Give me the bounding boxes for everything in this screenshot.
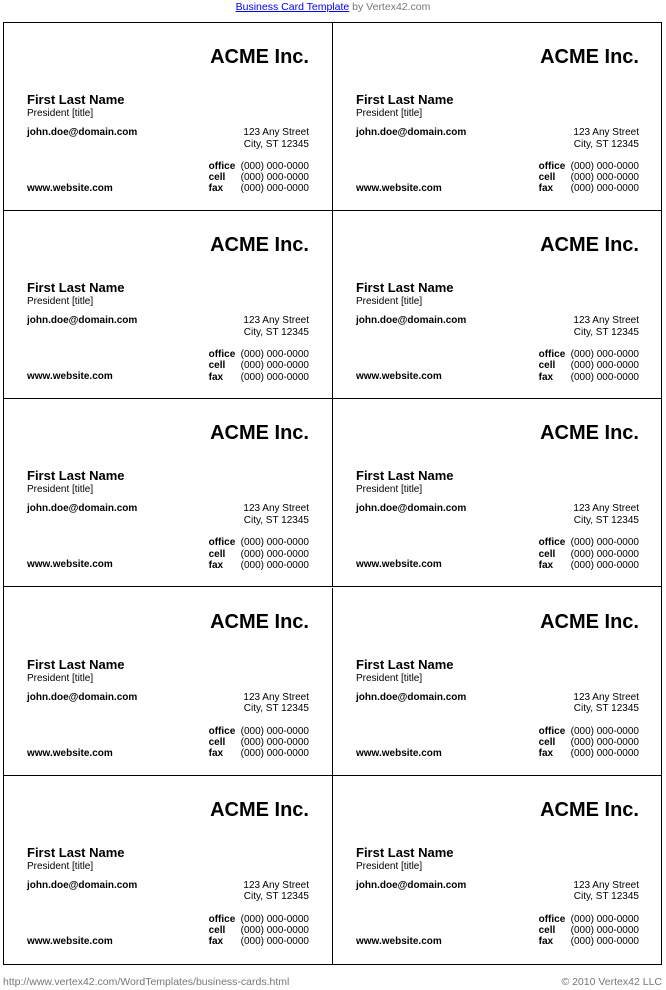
phone-number: (000) 000-0000 xyxy=(240,548,309,560)
website-url: www.website.com xyxy=(27,747,113,759)
phone-number: (000) 000-0000 xyxy=(570,736,639,748)
postal-address xyxy=(573,692,639,715)
phone-row-cell xyxy=(209,172,309,183)
phone-list xyxy=(209,161,309,195)
phone-row-office xyxy=(539,914,639,925)
phone-number: (000) 000-0000 xyxy=(240,161,309,172)
address-line1: 123 Any Street xyxy=(573,503,639,515)
phone-number: (000) 000-0000 xyxy=(240,371,309,383)
phone-list xyxy=(539,161,639,195)
phone-number: (000) 000-0000 xyxy=(570,349,639,361)
person-name: First Last Name xyxy=(356,92,454,107)
person-title: President [title] xyxy=(27,860,94,872)
phone-number: (000) 000-0000 xyxy=(570,725,639,737)
email-address: john.doe@domain.com xyxy=(27,315,138,327)
phone-list xyxy=(209,726,309,760)
phone-label: office xyxy=(208,537,236,549)
business-card xyxy=(333,399,662,587)
phone-number: (000) 000-0000 xyxy=(240,360,309,372)
phone-list xyxy=(209,349,309,383)
company-name: ACME Inc. xyxy=(540,46,639,68)
phone-row-fax xyxy=(209,183,309,194)
phone-number: (000) 000-0000 xyxy=(570,183,639,195)
person-title: President [title] xyxy=(27,296,94,308)
phone-label: cell xyxy=(538,548,556,560)
email-address: john.doe@domain.com xyxy=(356,315,467,327)
phone-label: fax xyxy=(538,559,554,571)
address-line1: 123 Any Street xyxy=(573,127,639,138)
phone-label: cell xyxy=(538,925,556,936)
phone-row-fax xyxy=(539,560,639,571)
company-name: ACME Inc. xyxy=(540,610,639,633)
header-byline: by Vertex42.com xyxy=(349,1,431,13)
postal-address xyxy=(243,503,309,526)
phone-number: (000) 000-0000 xyxy=(570,748,639,759)
person-name: First Last Name xyxy=(27,92,125,107)
phone-number: (000) 000-0000 xyxy=(570,559,639,571)
phone-row-fax xyxy=(209,748,309,759)
footer-url: http://www.vertex42.com/WordTemplates/business-cards.html xyxy=(3,976,290,988)
address-line2: City, ST 12345 xyxy=(243,891,309,903)
phone-label: office xyxy=(538,725,566,737)
business-card xyxy=(4,588,333,776)
phone-list xyxy=(539,726,639,760)
person-name: First Last Name xyxy=(27,844,125,860)
phone-list xyxy=(209,914,309,948)
business-card xyxy=(4,23,333,211)
website-url: www.website.com xyxy=(356,183,442,194)
website-url: www.website.com xyxy=(356,935,442,947)
company-name: ACME Inc. xyxy=(210,46,309,68)
company-name: ACME Inc. xyxy=(540,234,639,257)
phone-label: fax xyxy=(538,183,554,195)
postal-address xyxy=(573,315,639,338)
phone-number: (000) 000-0000 xyxy=(240,183,309,195)
phone-number: (000) 000-0000 xyxy=(240,172,309,184)
phone-row-cell xyxy=(539,549,639,560)
address-line2: City, ST 12345 xyxy=(573,891,639,903)
address-line2: City, ST 12345 xyxy=(243,138,309,150)
phone-number: (000) 000-0000 xyxy=(240,925,309,936)
person-title: President [title] xyxy=(356,860,423,872)
address-line1: 123 Any Street xyxy=(573,315,639,327)
phone-label: fax xyxy=(208,183,224,195)
email-address: john.doe@domain.com xyxy=(356,691,467,703)
email-address: john.doe@domain.com xyxy=(356,127,467,138)
phone-list xyxy=(539,349,639,383)
address-line2: City, ST 12345 xyxy=(573,514,639,526)
business-card xyxy=(333,776,662,964)
phone-label: fax xyxy=(208,371,224,383)
phone-number: (000) 000-0000 xyxy=(570,172,639,184)
phone-label: office xyxy=(208,913,236,925)
person-title: President [title] xyxy=(356,108,423,119)
email-address: john.doe@domain.com xyxy=(356,503,467,515)
phone-label: office xyxy=(208,349,236,361)
phone-row-fax xyxy=(539,372,639,383)
address-line1: 123 Any Street xyxy=(573,879,639,891)
postal-address xyxy=(243,692,309,715)
phone-label: cell xyxy=(538,360,556,372)
phone-label: fax xyxy=(538,748,554,759)
person-name: First Last Name xyxy=(356,468,454,484)
postal-address xyxy=(573,127,639,150)
phone-label: cell xyxy=(538,172,556,184)
phone-number: (000) 000-0000 xyxy=(570,537,639,549)
phone-number: (000) 000-0000 xyxy=(240,725,309,737)
phone-row-fax xyxy=(209,372,309,383)
website-url: www.website.com xyxy=(27,935,113,947)
phone-label: office xyxy=(538,161,566,172)
phone-row-cell xyxy=(209,360,309,371)
phone-number: (000) 000-0000 xyxy=(240,537,309,549)
phone-label: cell xyxy=(208,736,226,748)
business-card xyxy=(4,776,333,964)
email-address: john.doe@domain.com xyxy=(27,503,138,515)
phone-label: cell xyxy=(208,925,226,936)
phone-number: (000) 000-0000 xyxy=(570,371,639,383)
phone-label: office xyxy=(208,725,236,737)
phone-row-office xyxy=(539,349,639,360)
phone-number: (000) 000-0000 xyxy=(570,913,639,925)
phone-label: cell xyxy=(208,360,226,372)
phone-label: office xyxy=(538,349,566,361)
business-card xyxy=(333,23,662,211)
postal-address xyxy=(573,880,639,903)
phone-number: (000) 000-0000 xyxy=(570,161,639,172)
phone-number: (000) 000-0000 xyxy=(570,360,639,372)
phone-number: (000) 000-0000 xyxy=(240,559,309,571)
person-name: First Last Name xyxy=(356,844,454,860)
website-url: www.website.com xyxy=(356,371,442,383)
website-url: www.website.com xyxy=(356,747,442,759)
phone-row-cell xyxy=(209,737,309,748)
address-line1: 123 Any Street xyxy=(243,503,309,515)
phone-label: cell xyxy=(208,548,226,560)
phone-number: (000) 000-0000 xyxy=(240,349,309,361)
phone-number: (000) 000-0000 xyxy=(570,936,639,948)
person-name: First Last Name xyxy=(356,656,454,672)
phone-list xyxy=(539,914,639,948)
business-card xyxy=(4,399,333,587)
person-title: President [title] xyxy=(27,672,94,684)
email-address: john.doe@domain.com xyxy=(27,879,138,891)
postal-address xyxy=(243,880,309,903)
phone-row-office xyxy=(209,726,309,737)
phone-row-office xyxy=(539,161,639,172)
email-address: john.doe@domain.com xyxy=(356,879,467,891)
phone-label: fax xyxy=(538,371,554,383)
business-card xyxy=(333,588,662,776)
phone-number: (000) 000-0000 xyxy=(570,925,639,936)
website-url: www.website.com xyxy=(356,559,442,571)
website-url: www.website.com xyxy=(27,183,113,194)
phone-number: (000) 000-0000 xyxy=(240,913,309,925)
person-title: President [title] xyxy=(27,484,94,496)
address-line2: City, ST 12345 xyxy=(243,326,309,338)
phone-row-fax xyxy=(539,936,639,947)
email-address: john.doe@domain.com xyxy=(27,691,138,703)
footer-copyright: © 2010 Vertex42 LLC xyxy=(561,976,662,988)
address-line2: City, ST 12345 xyxy=(243,703,309,715)
phone-row-cell xyxy=(539,925,639,936)
phone-row-fax xyxy=(209,936,309,947)
postal-address xyxy=(243,127,309,150)
phone-label: office xyxy=(538,913,566,925)
phone-row-office xyxy=(209,349,309,360)
phone-row-cell xyxy=(539,737,639,748)
phone-label: fax xyxy=(538,936,554,948)
business-card-sheet xyxy=(3,22,662,965)
phone-row-cell xyxy=(209,925,309,936)
phone-row-office xyxy=(209,914,309,925)
person-title: President [title] xyxy=(27,108,94,119)
phone-label: office xyxy=(538,537,566,549)
phone-row-fax xyxy=(539,183,639,194)
company-name: ACME Inc. xyxy=(540,798,639,821)
person-name: First Last Name xyxy=(356,280,454,296)
phone-number: (000) 000-0000 xyxy=(240,936,309,948)
phone-row-cell xyxy=(539,360,639,371)
person-name: First Last Name xyxy=(27,280,125,296)
phone-row-office xyxy=(539,726,639,737)
phone-number: (000) 000-0000 xyxy=(240,736,309,748)
address-line2: City, ST 12345 xyxy=(573,703,639,715)
phone-list xyxy=(539,537,639,571)
phone-label: fax xyxy=(208,748,224,759)
phone-row-fax xyxy=(539,748,639,759)
postal-address xyxy=(573,503,639,526)
address-line1: 123 Any Street xyxy=(243,879,309,891)
address-line1: 123 Any Street xyxy=(243,315,309,327)
phone-label: fax xyxy=(208,936,224,948)
person-name: First Last Name xyxy=(27,468,125,484)
address-line1: 123 Any Street xyxy=(243,127,309,138)
person-title: President [title] xyxy=(356,484,423,496)
email-address: john.doe@domain.com xyxy=(27,127,138,138)
website-url: www.website.com xyxy=(27,371,113,383)
phone-row-cell xyxy=(209,549,309,560)
phone-number: (000) 000-0000 xyxy=(240,748,309,759)
business-card xyxy=(4,211,333,399)
address-line2: City, ST 12345 xyxy=(573,138,639,150)
company-name: ACME Inc. xyxy=(210,234,309,257)
postal-address xyxy=(243,315,309,338)
page-header xyxy=(0,0,666,16)
address-line1: 123 Any Street xyxy=(243,691,309,703)
phone-label: office xyxy=(208,161,236,172)
template-link[interactable]: Business Card Template xyxy=(235,1,350,13)
address-line2: City, ST 12345 xyxy=(243,514,309,526)
address-line1: 123 Any Street xyxy=(573,691,639,703)
person-title: President [title] xyxy=(356,296,423,308)
phone-row-office xyxy=(209,161,309,172)
company-name: ACME Inc. xyxy=(210,798,309,821)
phone-label: cell xyxy=(538,736,556,748)
address-line2: City, ST 12345 xyxy=(573,326,639,338)
phone-label: cell xyxy=(208,172,226,184)
company-name: ACME Inc. xyxy=(210,422,309,445)
phone-row-cell xyxy=(539,172,639,183)
business-card xyxy=(333,211,662,399)
phone-label: fax xyxy=(208,559,224,571)
person-name: First Last Name xyxy=(27,656,125,672)
phone-row-office xyxy=(539,537,639,548)
phone-row-office xyxy=(209,537,309,548)
person-title: President [title] xyxy=(356,672,423,684)
company-name: ACME Inc. xyxy=(540,422,639,445)
phone-list xyxy=(209,537,309,571)
phone-row-fax xyxy=(209,560,309,571)
company-name: ACME Inc. xyxy=(210,610,309,633)
website-url: www.website.com xyxy=(27,559,113,571)
phone-number: (000) 000-0000 xyxy=(570,548,639,560)
